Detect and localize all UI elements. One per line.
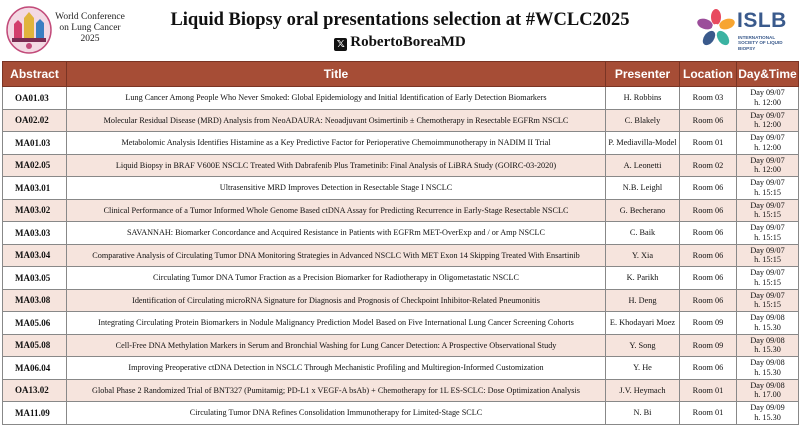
day-label: Day 09/08 <box>750 380 785 390</box>
time-label: h. 15.30 <box>754 412 781 422</box>
room-location: Room 06 <box>680 199 737 222</box>
time-label: h. 12:00 <box>754 142 781 152</box>
table-row[interactable] <box>3 334 799 357</box>
presenter-name: H. Robbins <box>606 87 680 110</box>
header <box>0 0 800 60</box>
day-time <box>737 222 799 245</box>
abstract-id: MA05.06 <box>3 312 67 335</box>
islb-flower-icon <box>696 8 736 48</box>
presentation-title: Circulating Tumor DNA Refines Consolidation Immunotherapy for Limited-Stage SCLC <box>67 402 606 425</box>
room-location: Room 09 <box>680 334 737 357</box>
day-label: Day 09/07 <box>750 178 785 188</box>
time-label: h. 15:15 <box>754 187 781 197</box>
table-row[interactable] <box>3 379 799 402</box>
abstract-id: OA02.02 <box>3 109 67 132</box>
day-time <box>737 154 799 177</box>
day-time <box>737 334 799 357</box>
table-body <box>3 87 799 425</box>
presenter-name: J.V. Heymach <box>606 379 680 402</box>
table-row[interactable] <box>3 109 799 132</box>
time-label: h. 15.30 <box>754 367 781 377</box>
table-row[interactable] <box>3 244 799 267</box>
table-row[interactable] <box>3 132 799 155</box>
room-location: Room 09 <box>680 312 737 335</box>
presenter-name: H. Deng <box>606 289 680 312</box>
abstract-id: MA03.03 <box>3 222 67 245</box>
table-row[interactable] <box>3 289 799 312</box>
presenter-name: C. Blakely <box>606 109 680 132</box>
abstract-id: MA03.02 <box>3 199 67 222</box>
presenter-name: Y. He <box>606 357 680 380</box>
presentation-title: Ultrasensitive MRD Improves Detection in Resectable Stage I NSCLC <box>67 177 606 200</box>
room-location: Room 06 <box>680 267 737 290</box>
room-location: Room 06 <box>680 222 737 245</box>
time-label: h. 12:00 <box>754 97 781 107</box>
column-header-daytime: Day&Time <box>737 62 799 87</box>
day-label: Day 09/07 <box>750 200 785 210</box>
abstract-id: OA01.03 <box>3 87 67 110</box>
presenter-name: A. Leonetti <box>606 154 680 177</box>
presentation-title: Cell-Free DNA Methylation Markers in Serum and Bronchial Washing for Lung Cancer Detection: A Prospective Observational Study <box>67 334 606 357</box>
abstract-id: OA13.02 <box>3 379 67 402</box>
abstract-id: MA02.05 <box>3 154 67 177</box>
presentation-title: Circulating Tumor DNA Tumor Fraction as a Precision Biomarker for Radiotherapy in Oligometastatic NSCLC <box>67 267 606 290</box>
abstract-id: MA05.08 <box>3 334 67 357</box>
room-location: Room 06 <box>680 177 737 200</box>
day-label: Day 09/07 <box>750 245 785 255</box>
presentation-title: Lung Cancer Among People Who Never Smoked: Global Epidemiology and Initial Identification of Early Detection Biomarkers <box>67 87 606 110</box>
day-time <box>737 109 799 132</box>
table-row[interactable] <box>3 402 799 425</box>
time-label: h. 17.00 <box>754 390 781 400</box>
day-label: Day 09/07 <box>750 133 785 143</box>
table-row[interactable] <box>3 154 799 177</box>
presentation-title: Global Phase 2 Randomized Trial of BNT327 (Pumitamig; PD-L1 x VEGF-A bsAb) + Chemotherapy for 1L ES-SCLC: Dose Optimization Analysis <box>67 379 606 402</box>
x-logo-icon: 𝕏 <box>334 38 347 51</box>
presenter-name: G. Becherano <box>606 199 680 222</box>
org-name: ISLB <box>737 9 787 32</box>
time-label: h. 15.30 <box>754 322 781 332</box>
abstract-id: MA03.08 <box>3 289 67 312</box>
presenter-name: Y. Song <box>606 334 680 357</box>
presentation-title: SAVANNAH: Biomarker Concordance and Acquired Resistance in Patients with EGFRm MET-OverExp and / or Amp NSCLC <box>67 222 606 245</box>
time-label: h. 15.30 <box>754 345 781 355</box>
presenter-name: C. Baik <box>606 222 680 245</box>
abstract-id: MA03.01 <box>3 177 67 200</box>
time-label: h. 15:15 <box>754 277 781 287</box>
org-subtitle: INTERNATIONAL SOCIETY OF LIQUID BIOPSY <box>738 35 783 51</box>
day-label: Day 09/07 <box>750 223 785 233</box>
presentation-title: Comparative Analysis of Circulating Tumor DNA Monitoring Strategies in Advanced NSCLC With MET Exon 14 Skipping Treated With Ensartinib <box>67 244 606 267</box>
time-label: h. 15:15 <box>754 255 781 265</box>
conference-name: World Conference on Lung Cancer 2025 <box>55 12 125 44</box>
abstract-id: MA03.05 <box>3 267 67 290</box>
abstract-id: MA01.03 <box>3 132 67 155</box>
column-header-title: Title <box>67 62 606 87</box>
day-label: Day 09/07 <box>750 268 785 278</box>
time-label: h. 12:00 <box>754 165 781 175</box>
presenter-name: K. Parikh <box>606 267 680 290</box>
day-label: Day 09/08 <box>750 335 785 345</box>
time-label: h. 15:15 <box>754 210 781 220</box>
presentation-title: Liquid Biopsy in BRAF V600E NSCLC Treated With Dabrafenib Plus Trametinib: Final Analysis of LiBRA Study (GOIRC-03-2020) <box>67 154 606 177</box>
day-label: Day 09/09 <box>750 403 785 413</box>
day-time <box>737 177 799 200</box>
room-location: Room 06 <box>680 289 737 312</box>
presentation-title: Metabolomic Analysis Identifies Histamine as a Key Predictive Factor for Perioperative Chemoimmunotherapy in NADIM II Trial <box>67 132 606 155</box>
day-label: Day 09/07 <box>750 155 785 165</box>
day-label: Day 09/07 <box>750 290 785 300</box>
time-label: h. 15:15 <box>754 232 781 242</box>
day-time <box>737 312 799 335</box>
conference-logo-icon <box>6 6 52 54</box>
room-location: Room 01 <box>680 402 737 425</box>
presenter-name: Y. Xia <box>606 244 680 267</box>
presentation-title: Integrating Circulating Protein Biomarkers in Nodule Malignancy Prediction Model Based on Five International Lung Cancer Screening Cohorts <box>67 312 606 335</box>
day-time <box>737 132 799 155</box>
day-label: Day 09/08 <box>750 358 785 368</box>
day-time <box>737 87 799 110</box>
day-time <box>737 402 799 425</box>
table-row[interactable] <box>3 222 799 245</box>
day-time <box>737 379 799 402</box>
table-row[interactable] <box>3 177 799 200</box>
presentation-title: Improving Preoperative ctDNA Detection in NSCLC Through Mechanistic Profiling and Multiregion-Informed Customization <box>67 357 606 380</box>
column-header-location: Location <box>680 62 737 87</box>
abstract-id: MA06.04 <box>3 357 67 380</box>
column-header-presenter: Presenter <box>606 62 680 87</box>
handle-text: RobertoBoreaMD <box>350 34 466 50</box>
room-location: Room 01 <box>680 132 737 155</box>
page-title: Liquid Biopsy oral presentations selection at #WCLC2025 <box>170 10 630 30</box>
abstract-id: MA03.04 <box>3 244 67 267</box>
presentation-title: Identification of Circulating microRNA Signature for Diagnosis and Prognosis of Checkpoint Inhibitor-Related Pneumonitis <box>67 289 606 312</box>
presentations-table <box>2 61 799 425</box>
table-row[interactable] <box>3 312 799 335</box>
presenter-name: E. Khodayari Moez <box>606 312 680 335</box>
presenter-name: N. Bi <box>606 402 680 425</box>
day-time <box>737 267 799 290</box>
table-header-row <box>3 62 799 87</box>
table-row[interactable] <box>3 267 799 290</box>
room-location: Room 01 <box>680 379 737 402</box>
day-label: Day 09/07 <box>750 88 785 98</box>
table-row[interactable] <box>3 357 799 380</box>
day-label: Day 09/08 <box>750 313 785 323</box>
table-row[interactable] <box>3 87 799 110</box>
room-location: Room 02 <box>680 154 737 177</box>
time-label: h. 15:15 <box>754 300 781 310</box>
presenter-name: N.B. Leighl <box>606 177 680 200</box>
day-time <box>737 289 799 312</box>
room-location: Room 06 <box>680 109 737 132</box>
table-row[interactable] <box>3 199 799 222</box>
day-time <box>737 199 799 222</box>
presenter-name: P. Mediavilla-Model <box>606 132 680 155</box>
presentation-title: Molecular Residual Disease (MRD) Analysis from NeoADAURA: Neoadjuvant Osimertinib ± Chemotherapy in Resectable EGFRm NSCLC <box>67 109 606 132</box>
time-label: h. 12:00 <box>754 120 781 130</box>
day-time <box>737 244 799 267</box>
room-location: Room 03 <box>680 87 737 110</box>
day-label: Day 09/07 <box>750 110 785 120</box>
abstract-id: MA11.09 <box>3 402 67 425</box>
room-location: Room 06 <box>680 357 737 380</box>
day-time <box>737 357 799 380</box>
social-handle[interactable] <box>150 34 650 51</box>
room-location: Room 06 <box>680 244 737 267</box>
column-header-abstract: Abstract <box>3 62 67 87</box>
presentation-title: Clinical Performance of a Tumor Informed Whole Genome Based ctDNA Assay for Predicting Recurrence in Early-Stage Resectable NSCLC <box>67 199 606 222</box>
